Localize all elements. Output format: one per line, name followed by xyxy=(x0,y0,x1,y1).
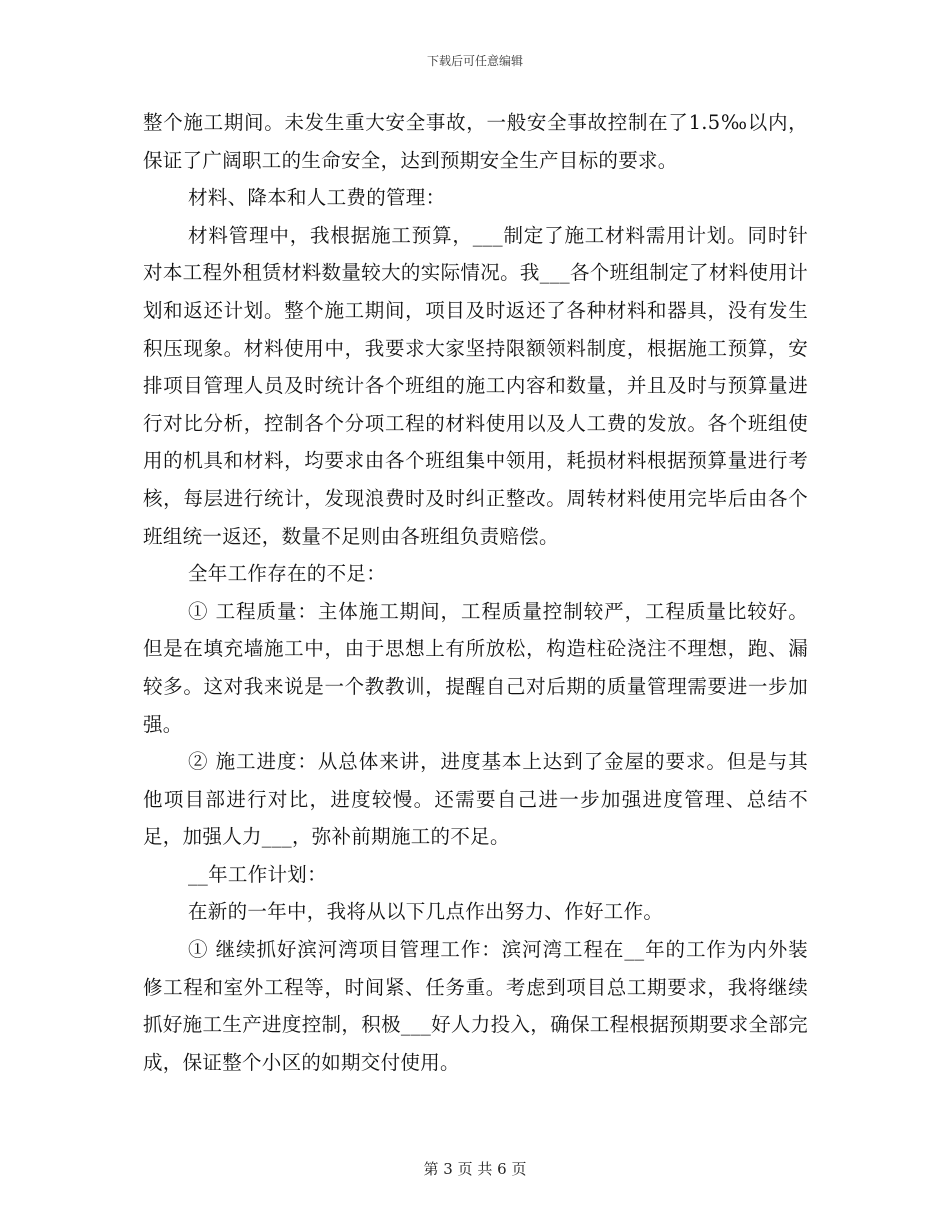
paragraph-quality: ① 工程质量：主体施工期间，工程质量控制较严，工程质量比较好。但是在填充墙施工中，由于思想上有所放松，构造柱砼浇注不理想，跑、漏较多。这对我来说是一个教教训，提醒自己对后期的质量管理需要进一步加强。 xyxy=(143,599,808,736)
page-header: 下载后可任意编辑 xyxy=(426,54,523,68)
paragraph-safety: 整个施工期间。未发生重大安全事故，一般安全事故控制在了1.5‰以内，保证了广阔职工的生命安全，达到预期安全生产目标的要求。 xyxy=(143,111,808,172)
document-body xyxy=(143,104,808,1081)
paragraph-progress: ② 施工进度：从总体来讲，进度基本上达到了金屋的要求。但是与其他项目部进行对比，进度较慢。还需要自己进一步加强进度管理、总结不足，加强人力___，弥补前期施工的不足。 xyxy=(143,750,808,849)
paragraph-plan-intro: 在新的一年中，我将从以下几点作出努力、作好工作。 xyxy=(188,900,664,924)
page-footer: 第 3 页 共 6 页 xyxy=(423,1160,527,1178)
heading-work-plan: __年工作计划： xyxy=(188,862,327,886)
heading-materials: 材料、降本和人工费的管理： xyxy=(188,186,446,210)
paragraph-materials: 材料管理中，我根据施工预算，___制定了施工材料需用计划。同时针对本工程外租赁材料数量较大的实际情况。我___各个班组制定了材料使用计划和返还计划。整个施工期间，项目及时返还了各种材料和器具，没有发生积压现象。材料使用中，我要求大家坚持限额领料制度，根据施工预算，安排项目管理人员及时统计各个班组的施工内容和数量，并且及时与预算量进行对比分析，控制各个分项工程的材料使用以及人工费的发放。各个班组使用的机具和材料，均要求由各个班组集中领用，耗损材料根据预算量进行考核，每层进行统计，发现浪费时及时纠正整改。周转材料使用完毕后由各个班组统一返还，数量不足则由各班组负责赔偿。 xyxy=(143,223,808,548)
paragraph-plan-item-1: ① 继续抓好滨河湾项目管理工作：滨河湾工程在__年的工作为内外装修工程和室外工程等，时间紧、任务重。考虑到项目总工期要求，我将继续抓好施工生产进度控制，积极___好人力投入，确保工程根据预期要求全部完成，保证整个小区的如期交付使用。 xyxy=(143,938,808,1074)
heading-shortcomings: 全年工作存在的不足： xyxy=(188,562,387,586)
